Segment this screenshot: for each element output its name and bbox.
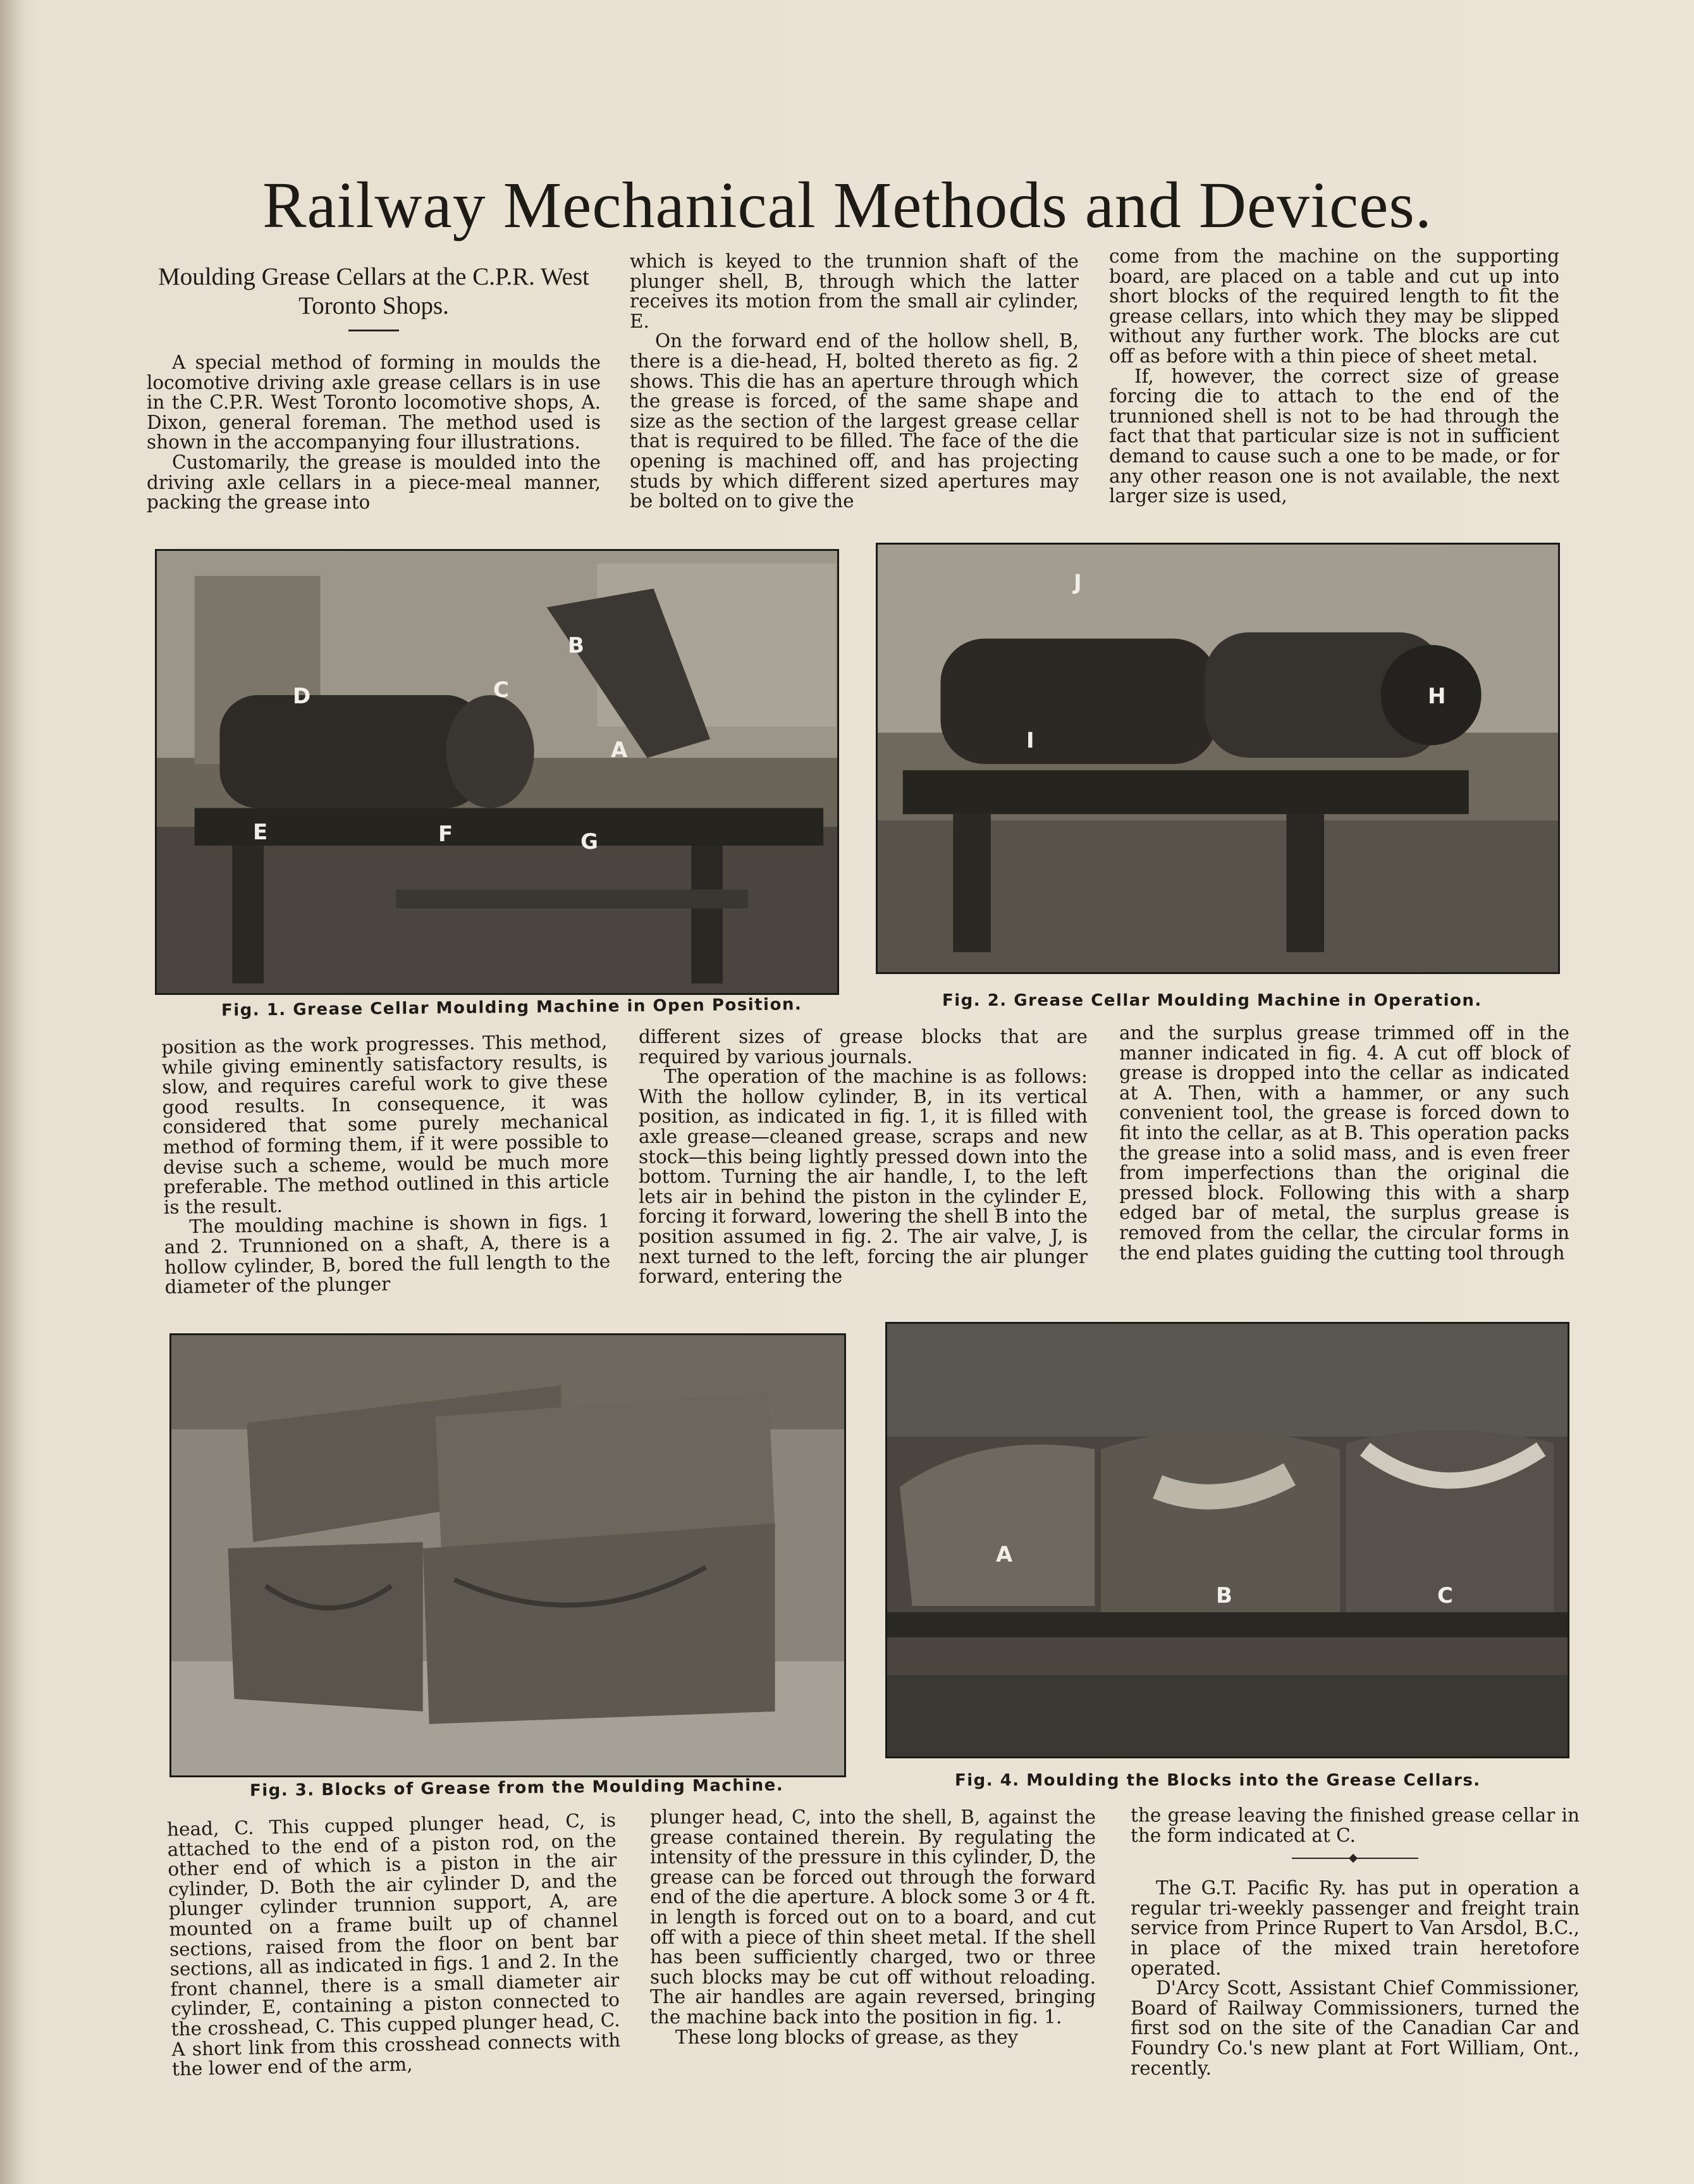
figure-3-photo	[169, 1333, 846, 1777]
figure-1-photo	[155, 549, 839, 995]
article-heading: Moulding Grease Cellars at the C.P.R. West Toronto Shops.	[158, 263, 589, 319]
paragraph: The operation of the machine is as follows: With the hollow cylinder, B, in its vertical position, as indicated in fig. 1, it is filled with axle grease—cleaned grease, scraps and new stock—this being lightly pressed down into the bottom. Turning the air handle, I, to the left lets air in behind the piston in the cylinder E, forcing it forward, lowering the shell B into the position assumed in fig. 2. The air valve, J, is next turned to the left, forcing the air plunger forward, entering the	[639, 1066, 1088, 1288]
figure-label: H	[1428, 684, 1446, 709]
figure-label: D	[293, 684, 311, 709]
paragraph: which is keyed to the trunnion shaft of the plunger shell, B, through which the latter receives its motion from the small air cylinder, E.	[630, 250, 1079, 332]
figure-2-photo	[876, 543, 1560, 974]
figure-label: A	[611, 737, 628, 763]
column-top-2	[630, 252, 1079, 512]
paragraph: the grease leaving the finished grease cellar in the form indicated at C.	[1131, 1805, 1580, 1846]
figure-label: F	[438, 822, 453, 847]
figure-label: C	[493, 677, 509, 703]
paragraph: The G.T. Pacific Ry. has put in operation a regular tri-weekly passenger and freight train service from Prince Rupert to Van Arsdol, B.C., in place of the mixed train heretofore operated.	[1131, 1877, 1580, 1979]
figure-label: C	[1437, 1583, 1453, 1608]
figure-label: J	[1074, 570, 1082, 595]
column-bottom-3	[1131, 1806, 1580, 2078]
paragraph: The moulding machine is shown in figs. 1 and 2. Trunnioned on a shaft, A, there is a hollow cylinder, B, bored the full length to the diameter of the plunger	[164, 1210, 611, 1299]
paragraph: If, however, the correct size of grease forcing die to attach to the end of the trunnioned shell is not to be had through the fact that that particular size is not in sufficient demand to cause such a one to be made, or for any other reason one is not available, the next larger size is used,	[1109, 365, 1559, 507]
column-top-3	[1109, 247, 1559, 507]
figure-4-photo	[885, 1322, 1569, 1758]
paragraph: A special method of forming in moulds the locomotive driving axle grease cellars is in use in the C.P.R. West Toronto locomotive shops, A. Dixon, general foreman. The method used is shown in the accompanying four illustrations.	[147, 352, 601, 453]
figure-label: B	[1216, 1583, 1232, 1608]
paragraph: These long blocks of grease, as they	[675, 2026, 1019, 2048]
figure-label: G	[580, 829, 598, 854]
page-title: Railway Mechanical Methods and Devices.	[262, 169, 1432, 242]
paragraph: Customarily, the grease is moulded into the driving axle cellars in a piece-meal manner, packing the grease into	[147, 451, 601, 514]
paragraph: D'Arcy Scott, Assistant Chief Commissioner, Board of Railway Commissioners, turned the first sod on the site of the Canadian Car and Foundry Co.'s new plant at Fort William, Ont., recently.	[1131, 1977, 1580, 2079]
figure-label: A	[996, 1542, 1013, 1567]
figure-1-caption: Fig. 1. Grease Cellar Moulding Machine in Open Position.	[221, 995, 802, 1020]
binding-shadow	[0, 0, 25, 2184]
paragraph: On the forward end of the hollow shell, B, there is a die-head, H, bolted thereto as fig. 2 shows. This die has an aperture through which the grease is forced, of the same shape and size as the section of the largest grease cellar that is required to be filled. The face of the die opening is machined off, and has projecting studs by which different sized apertures may be bolted on to give the	[630, 330, 1079, 512]
paragraph: and the surplus grease trimmed off in the manner indicated in fig. 4. A cut off block of grease is dropped into the cellar as indicated at A. Then, with a hammer, or any such convenient tool, the grease is forced down to fit into the cellar, as at B. This operation packs the grease into a solid mass, and is even freer from imperfections than the original die pressed block. Following this with a sharp edged bar of metal, the surplus grease is removed from the cellar, the circular forms in the end plates guiding the cutting tool through	[1119, 1022, 1569, 1264]
figure-label: B	[568, 633, 584, 658]
figure-3-caption: Fig. 3. Blocks of Grease from the Moulding Machine.	[249, 1775, 784, 1801]
paragraph: come from the machine on the supporting board, are placed on a table and cut up into short blocks of the required length to fit the grease cellars, into which they may be slipped without any further work. The blocks are cut off as before with a thin piece of sheet metal.	[1109, 245, 1559, 367]
paragraph: different sizes of grease blocks that are required by various journals.	[639, 1026, 1088, 1068]
column-middle-3	[1119, 1023, 1569, 1263]
column-middle-1	[161, 1032, 611, 1298]
figure-2-caption: Fig. 2. Grease Cellar Moulding Machine in Operation.	[942, 991, 1482, 1010]
section-divider	[1292, 1854, 1418, 1862]
column-bottom-2	[650, 1808, 1096, 2047]
figure-label: I	[1026, 728, 1034, 753]
figure-4-caption: Fig. 4. Moulding the Blocks into the Grease Cellars.	[955, 1771, 1481, 1790]
figure-label: E	[253, 820, 268, 845]
paragraph: plunger head, C, into the shell, B, against the grease contained therein. By regulating the intensity of the pressure in this cylinder, D, the grease can be forced out through the forward end of the die aperture. A block some 3 or 4 ft. in length is forced out on to a board, and cut off with a piece of thin sheet metal. If the shell has been sufficiently charged, two or three such blocks may be cut off without reloading. The air handles are again reversed, bringing the machine back into the position in fig. 1.	[650, 1806, 1096, 2028]
paragraph: head, C. This cupped plunger head, C, is attached to the end of a piston rod, on the other end of which is a piston in the air cylinder, D. Both the air cylinder D, and the plunger cylinder trunnion support, A, are mounted on a frame built up of channel sections, raised from the floor on bent bar sections, all as indicated in figs. 1 and 2. In the front channel, there is a small diameter air cylinder, E, containing a piston connected to the crosshead, C. This cupped plunger head, C. A short link from this crosshead connects with the lower end of the arm,	[166, 1809, 621, 2080]
heading-rule	[348, 330, 399, 331]
column-bottom-1	[167, 1811, 621, 2080]
paragraph: position as the work progresses. This method, while giving eminently satisfactory results, is slow, and requires careful work to give these good results. In consequence, it was considered that some purely mechanical method of forming them, if it were possible to devise such a scheme, would be much more preferable. The method outlined in this article is the result.	[161, 1030, 610, 1218]
column-middle-2	[639, 1027, 1088, 1287]
column-top-1	[147, 262, 601, 513]
